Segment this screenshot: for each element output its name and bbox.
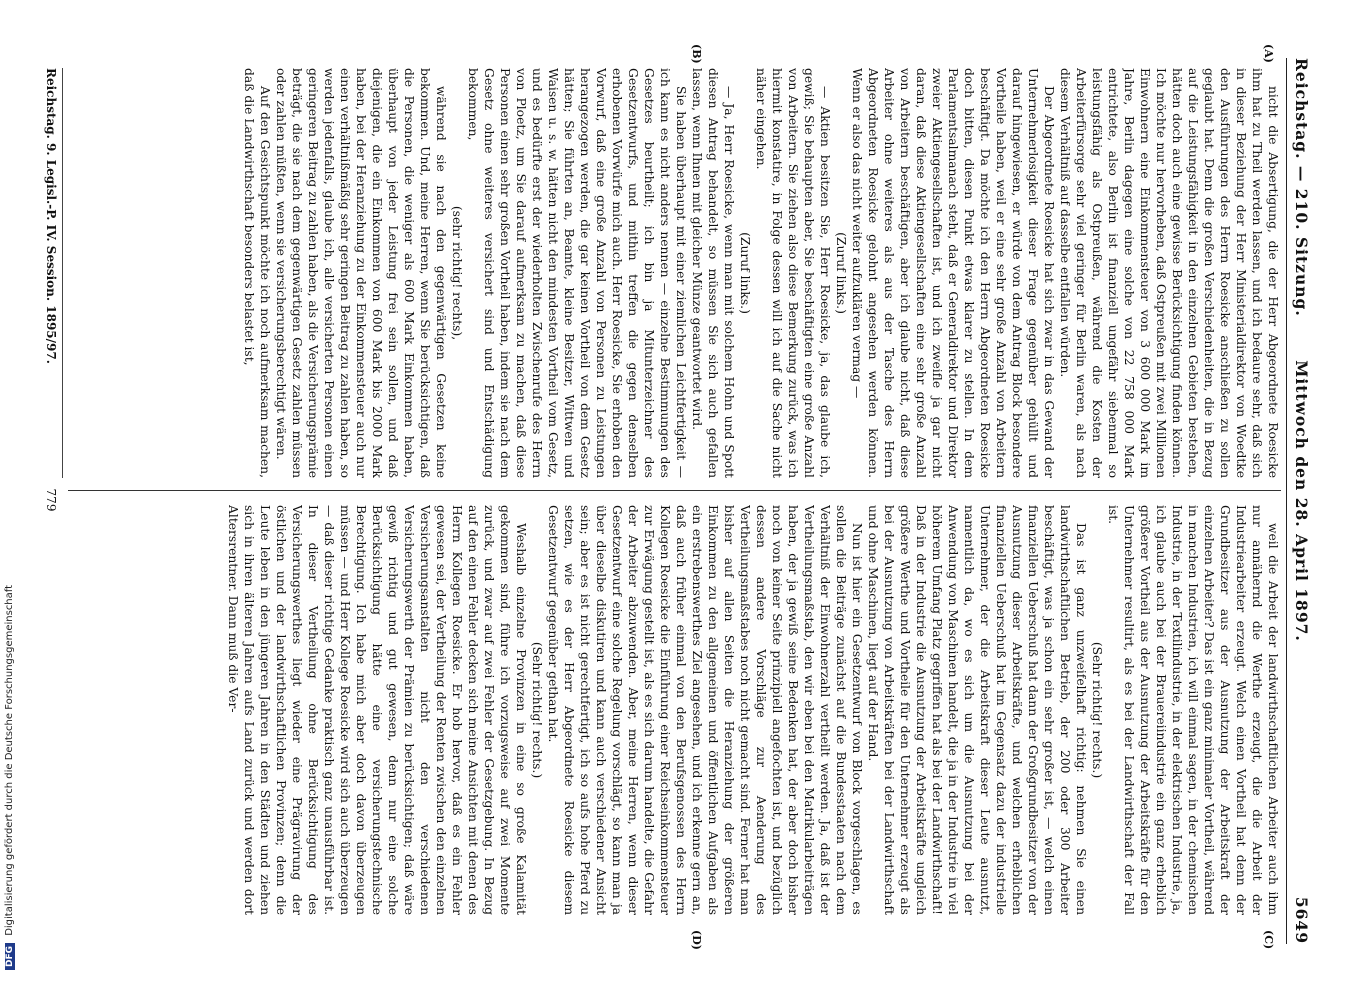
interjection: (Sehr richtig! rechts.): [530, 641, 544, 779]
paragraph: — Ja, Herr Roesicke, wenn man mit solchem Hohn und Spott diesen Antrag behandelt, so müssen Sie sich auch gefallen lassen, wenn Ihnen mit gleicher Münze geantwortet wird.: [690, 68, 736, 478]
paragraph: nicht die Absertigung, die der Herr Abgeordnete Roesicke ihm hat zu Theil werden lassen, und ich bedaure sehr, daß sich in dieser Beziehung der Herr Ministerialdirektor von Woedtke den Ausführungen des Herrn Roesicke anschließen zu sollen geglaubt hat. Denn die großen Verschiedenheiten, die in Bezug auf die Leistungsfähigkeit in den einzelnen Gebieten bestehen, hätten doch auch eine gewisse Berücksichtigung finden können. Ich möchte nur hervorheben, daß Ostpreußen mit zwei Millionen Einwohnern eine Einkommensteuer von 3 600 000 Mark im Jahre, Berlin dagegen eine solche von 22 758 000 Mark entrichtete, also Berlin ist finanziell ungefähr siebenmal so leistungsfähig als Ostpreußen, während die Kosten der Arbeiterfürsorge sehr viel geringer für Berlin waren, als nach diesem Verhältniß auf dasselbe entfallen würden.: [1058, 68, 1280, 478]
paragraph: Nun ist hier ein Gesetzentwurf von Block vorgeschlagen, es sollen die Beiträge zunächst auf die Bundesstaaten nach dem Verhältniß der Einwohnerzahl vertheilt werden. Ja, daß ist der Vertheilungsmaßstab, den wir eben bei den Matrikularbeiträgen haben, der ja gewiß seine Bedenken hat, der aber doch bisher noch von keiner Seite prinzipiell angefochten ist, und bezüglich dessen andere Vorschläge zur Aenderung des Vertheilungsmaßstabes noch nicht gemacht sind. Ferner hat man bisher auf allen Seiten die Heranziehung der größeren Einkommen zu den allgemeinen und öffentlichen Aufgaben als ein erstrebenswerthes Ziel angesehen, und ich erkenne gern an, daß auch früher einmal von den Berufsgenossen des Herrn Kollegen Roesicke die Einführung einer Reichseinkommensteuer zur Erwägung gestellt ist, als es sich darum handelte, die Gefahr der Arbeiter abzuwenden. Aber, meine Herren, wenn dieser Gesetzentwurf eine solche Regelung vorschlägt, so kann man ja über dieselbe diskutiren und kann auch verschiedener Ansicht sein; aber es ist nicht gerechtfertigt, ich so aufs hohe Pferd zu setzen, wie es der Herr Abgeordnete Roesicke diesem Gesetzentwurf gegenüber gethan hat.: [546, 505, 864, 915]
header-page-number: 5649: [1292, 896, 1311, 944]
footer-rule: [62, 68, 63, 478]
header-date: Mittwoch den 28. April 1897.: [1292, 360, 1311, 642]
interjection: (Sehr richtig! rechts.): [1090, 641, 1104, 779]
footer-page-number: 779: [44, 488, 58, 512]
paragraph: — Aktien besitzen Sie, Herr Roesicke, ja, das glaube ich, gewiß; Sie behaupten aber, Sie beschäftigten eine große Anzahl von Arbeitern. Sie ziehen also diese Bemerkung zurück, was ich hiermit konstatire, in Folge dessen will ich auf die Sache nicht näher eingehen.: [754, 68, 832, 478]
paragraph: Das ist ganz unzweifelhaft richtig: nehmen Sie einen landwirthschaftlichen Betrieb, der 200 oder 300 Arbeiter beschäftigt, was ja schon ein sehr großer ist, — welch einen finanziellen Ueberschuß hat dann der Großgrundbesitzer von der Ausnutzung dieser Arbeitskräfte, und welchen erheblichen finanziellen Ueberschuß hat im Gegensatz dazu der industrielle Unternehmer, der die Arbeitskraft dieser Leute ausnutzt, namentlich da, wo es sich um die Ausnutzung bei der Anwendung von Maschinen handelt, die ja in der Industrie in viel höherem Umfang Platz gegriffen hat als bei der Landwirthschaft! Daß in der Industrie die Ausnutzung der Arbeitskräfte ungleich größere Werthe und Vortheile für den Unternehmer erzeugt als bei der Ausnutzung von Arbeitskräften bei der Landwirthschaft und ohne Maschinen, liegt auf der Hand.: [866, 505, 1088, 915]
interjection: (Zuruf links.): [834, 232, 848, 314]
dfg-logo-icon: DFG: [5, 943, 15, 970]
margin-marker-d: (D): [690, 930, 703, 950]
interjection: (sehr richtig! rechts),: [450, 205, 464, 341]
digitization-note-text: Digitalisierung gefördert durch die Deutsche Forschungsgemeinschaft: [4, 584, 15, 936]
header-session: Reichstag. — 210. Sitzung.: [1292, 58, 1311, 317]
margin-marker-a: (A): [1262, 44, 1275, 63]
digitization-note: [4, 0, 16, 1000]
footer-session-info: Reichstag. 9. Legisl.-P. IV. Session. 1895/97.: [44, 68, 58, 364]
column-divider: [68, 490, 1281, 491]
left-column: [68, 68, 1281, 478]
paragraph: weil die Arbeit der landwirthschaftlichen Arbeiter auch ihm nur annähernd die Werthe erzeugt, die die Arbeit der Industriearbeiter erzeugt. Welch einen Vortheil hat denn der Grundbesitzer aus der Ausnutzung der Arbeitskraft der einzelnen Arbeiter? Das ist ein ganz minimaler Vortheil, während in manchen Industrien, ich will einmal sagen, in der chemischen Industrie, in der Textilindustrie, in der elektrischen Industrie, ja, ich glaube auch bei der Brauereiindustrie ein ganz erheblich größerer Vortheil aus der Ausnutzung der Arbeitskräfte für den Unternehmer resultirt, als es bei der Landwirthschaft der Fall ist.: [1106, 505, 1280, 915]
margin-marker-c: (C): [1262, 930, 1275, 950]
page-header: [1287, 58, 1311, 944]
paragraph: Auf den Gesichtspunkt möchte ich noch aufmerksam machen, daß die Landwirthschaft besonders belastet ist,: [242, 68, 272, 478]
header-rule: [1286, 58, 1287, 944]
paragraph: Der Abgeordnete Roesicke hat sich zwar in das Gewand der Unternehmerlosigkeit dieser Frage gegenüber gehüllt und darauf hingewiesen, er würde von dem Antrag Block besondere Vortheile haben, weil er eine sehr große Anzahl von Arbeitern beschäftigt. Da möchte ich den Herrn Abgeordneten Roesicke doch bitten, diesen Punkt etwas klarer zu stellen. In dem Parlamentsalmanach steht, daß er Generaldirektor und Direktor zweier Aktiengesellschaften ist, und ich zweifle ja gar nicht daran, daß diese Aktiengesellschaften eine sehr große Anzahl von Arbeitern beschäftigen, aber ich glaube nicht, daß diese Arbeiter ohne weiteres als aus der Tasche des Herrn Abgeordneten Roesicke gelohnt angesehen werden können. Wenn er also das nicht weiter aufzuklären vermag —: [850, 68, 1056, 478]
paragraph: Sie haben überhaupt mit einer ziemlichen Leichtfertigkeit — ich kann es nicht anders nennen — einzelne Bestimmungen des Gesetzes beurtheilt; ich bin ja Mitunterzeichner des Gesetzentwurfs, und mithin treffen die gegen denselben erhobenen Vorwürfe mich auch. Herr Roesicke, Sie erhoben den Vorwurf, daß eine große Anzahl von Personen zu Leistungen herangezogen werden, die gar keinen Vortheil von dem Gesetz hätten; Sie führten an, Beamte, kleine Besitzer, Wittwen und Waisen u. s. w. hätten nicht den mindesten Vortheil vom Gesetz, und es bedürfte erst der wiederholten Zwischenrufe des Herrn von Ploetz, um Sie darauf aufmerksam zu machen, daß diese Personen einen sehr großen Vortheil haben, indem sie nach dem Gesetz ohne weiteres versichert sind und Entschädigung bekommen,: [466, 68, 688, 478]
margin-marker-b: (B): [690, 44, 703, 64]
interjection: (Zuruf links.): [738, 232, 752, 314]
paragraph: während sie nach den gegenwärtigen Gesetzen keine bekommen. Und, meine Herren, wenn Sie berücksichtigen, daß die Personen, die weniger als 600 Mark Einkommen haben, überhaupt von jeder Leistung frei sein sollen, und daß diejenigen, die ein Einkommen von 600 Mark bis 2000 Mark haben, bei der Heranziehung zu der Einkommensteuer auch nur einen verhältnißmäßig sehr geringen Beitrag zu zahlen haben, so werden jedenfalls, glaube ich, alle versicherten Personen einen geringeren Beitrag zu zahlen haben, als die Versicherungsprämie beträgt, die sie nach dem gegenwärtigen Gesetz zahlen müssen oder zahlen müßten, wenn sie versicherungsberechtigt wären.: [274, 68, 448, 478]
paragraph: Weshalb einzelne Provinzen in eine so große Kalamität gekommen sind, führe ich vorzugsweise auf zwei Momente zurück, und zwar auf zwei Fehler der Gesetzgebung. In Bezug auf den einen Fehler decken sich meine Ansichten mit denen des Herrn Kollegen Roesicke. Er hob hervor, daß es ein Fehler gewesen sei, der Vertheilung der Renten zwischen den einzelnen Versicherungsanstalten nicht den verschiedenen Versicherungswerth der Prämien zu berücksichtigen; daß wäre gewiß richtig und gut gewesen, denn nur eine solche Berücksichtigung hätte eine versicherungstechnische Berechtigung. Ich habe mich aber doch davon überzeugen müssen — und Herr Kollege Roesicke wird sich auch überzeugen — daß dieser richtige Gedanke praktisch ganz unausführbar ist. In dieser Vertheilung ohne Berücksichtigung des Versicherungswerthes liegt wieder eine Prägravirung der östlichen und der landwirthschaftlichen Provinzen; denn die Leute leben in den jüngeren Jahren in den Städten und ziehen sich in ihren älteren Jahren aufs Land zurück und werden dort Altersrentner. Dann muß die Ver-: [226, 505, 528, 915]
right-column: [68, 505, 1281, 915]
